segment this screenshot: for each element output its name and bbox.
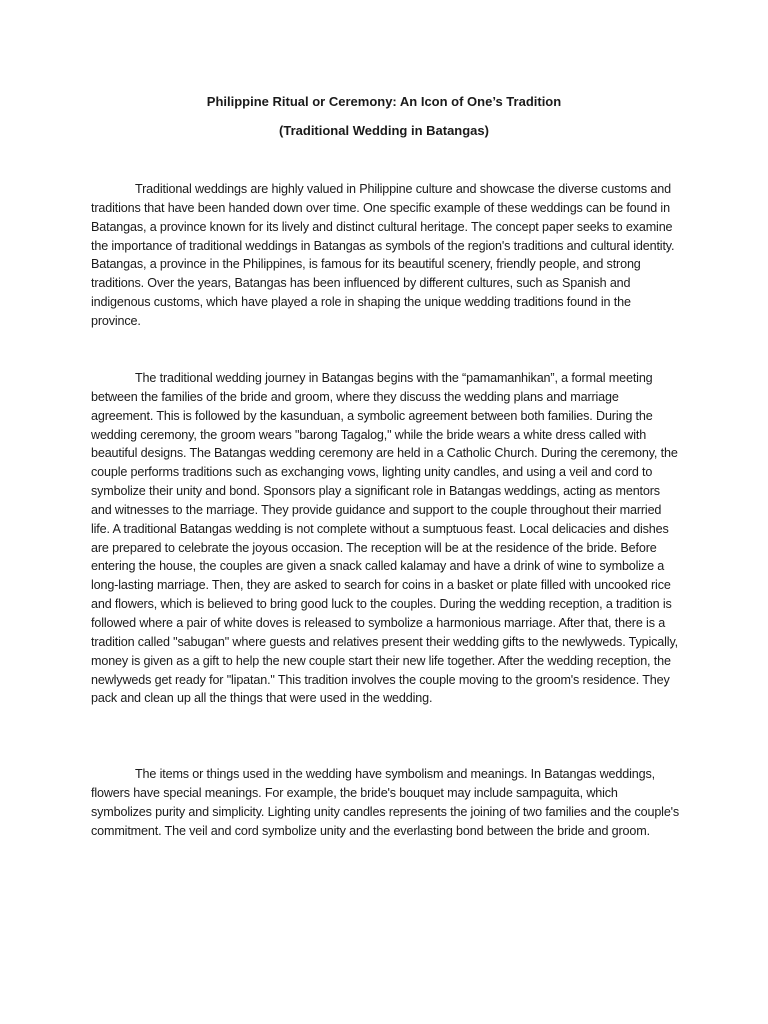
paragraph-introduction: Traditional weddings are highly valued in Philippine culture and showcase the diverse customs and traditions that have been handed down over time. One specific example of these weddings can be found in Batangas, a province known for its lively and distinct cultural heritage. The concept paper seeks to examine the importance of traditional weddings in Batangas as symbols of the region's traditions and cultural identity. Batangas, a province in the Philippines, is famous for its beautiful scenery, friendly people, and strong traditions. Over the years, Batangas has been influenced by different cultures, such as Spanish and indigenous customs, which have played a role in shaping the unique wedding traditions found in the province. — [91, 182, 675, 328]
document-subtitle: (Traditional Wedding in Batangas) — [279, 123, 489, 138]
document-title: Philippine Ritual or Ceremony: An Icon of One’s Tradition — [206, 94, 562, 109]
paragraph-wedding-journey: The traditional wedding journey in Batangas begins with the “pamamanhikan”, a formal meeting between the families of the bride and groom, where they discuss the wedding plans and marriage agreement. This is followed by the kasunduan, a symbolic agreement between both families. During the wedding ceremony, the groom wears "barong Tagalog," while the bride wears a white dress called with beautiful designs. The Batangas wedding ceremony are held in a Catholic Church. During the ceremony, the couple performs traditions such as exchanging vows, lighting unity candles, and using a veil and cord to symbolize their unity and bond. Sponsors play a significant role in Batangas weddings, acting as mentors and witnesses to the marriage. They provide guidance and support to the couple throughout their married life. A traditional Batangas wedding is not complete without a sumptuous feast. Local delicacies and dishes are prepared to celebrate the joyous occasion. The reception will be at the residence of the bride. Before entering the house, the couples are given a snack called kalamay and have a drink of wine to symbolize a long-lasting marriage. Then, they are asked to search for coins in a basket or plate filled with uncooked rice and flowers, which is believed to bring good luck to the couples. During the wedding reception, a tradition is followed where a pair of white doves is released to symbolize a harmonious marriage. After that, there is a tradition called "sabugan" where guests and relatives present their wedding gifts to the newlyweds. Typically, money is given as a gift to help the new couple start their new life together. After the wedding reception, the newlyweds get ready for "lipatan." This tradition involves the couple moving to the groom's residence. They pack and clean up all the things that were used in the wedding. — [91, 371, 679, 706]
paragraph-symbolism: The items or things used in the wedding have symbolism and meanings. In Batangas weddings, flowers have special meanings. For example, the bride's bouquet may include sampaguita, which symbolizes purity and simplicity. Lighting unity candles represents the joining of two families and the couple's commitment. The veil and cord symbolize unity and the everlasting bond between the bride and groom. — [91, 767, 680, 838]
